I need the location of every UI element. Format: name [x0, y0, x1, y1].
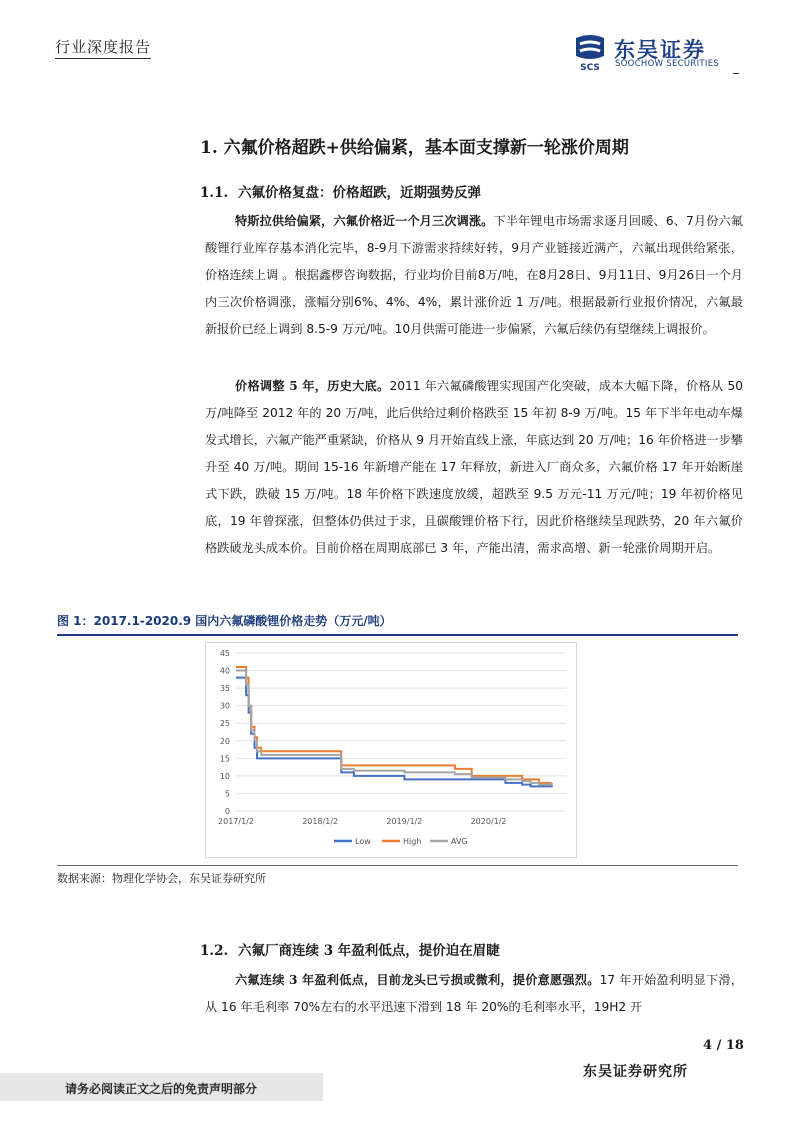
header-underline [55, 58, 151, 59]
section-1-title: 1. 六氟价格超跌+供给偏紧，基本面支撑新一轮涨价周期 [200, 138, 629, 158]
paragraph-2 [205, 373, 743, 562]
legend-label-low: Low [355, 837, 371, 846]
y-tick-label: 15 [219, 754, 230, 764]
figure-1-title: 图 1：2017.1-2020.9 国内六氟磷酸锂价格走势（万元/吨） [57, 614, 392, 628]
x-tick-label: 2019/1/2 [386, 817, 423, 826]
y-tick-label: 40 [219, 666, 230, 676]
paragraph-3 [205, 967, 743, 1021]
y-tick-label: 0 [224, 807, 230, 816]
logo-cn-text: 东吴证券 [614, 38, 706, 62]
legend-label-high: High [403, 837, 422, 846]
paragraph-1 [205, 208, 743, 343]
y-tick-label: 45 [219, 649, 230, 658]
company-logo [570, 34, 740, 72]
paragraph-3-lead: 六氟连续 3 年盈利低点，目前龙头已亏损或微利，提价意愿强烈。 [235, 973, 600, 987]
footer-disclaimer: 请务必阅读正文之后的免责声明部分 [65, 1082, 258, 1096]
section-1-2-title: 六氟厂商连续 3 年盈利低点，提价迫在眉睫 [238, 943, 500, 959]
x-tick-label: 2020/1/2 [470, 817, 507, 826]
paragraph-1-body: 下半年锂电市场需求逐月回暖、6、7月份六氟酸锂行业库存基本消化完毕，8-9月下游需求持续好转，9月产业链接近满产，六氟出现供给紧张，价格连续上调 。根据鑫椤咨询数据，行业均价目前8万/吨，在8月28日、9月11日、9月26日一个月内三次价格调涨，涨幅分别6%、4%、4%，累计涨价近 1 万/吨。根据最新行业报价情况，六氟最新报价已经上调到 8.5-9 万元/吨。10月供需可能进一步偏紧，六氟后续仍有望继续上调报价。 [205, 214, 744, 336]
paragraph-1-lead: 特斯拉供给偏紧，六氟价格近一个月三次调涨。 [235, 214, 494, 228]
y-tick-label: 10 [219, 771, 230, 781]
figure-source: 数据来源：物理化学协会，东吴证券研究所 [57, 872, 266, 885]
report-type: 行业深度报告 [55, 38, 152, 56]
x-tick-label: 2018/1/2 [302, 817, 339, 826]
y-tick-label: 5 [224, 789, 230, 799]
section-1-1-title: 六氟价格复盘：价格超跌，近期强势反弹 [238, 185, 481, 201]
y-tick-label: 20 [219, 736, 230, 746]
logo-en-text: SOOCHOW SECURITIES [615, 59, 720, 69]
logo-mark-text: SCS [580, 63, 600, 72]
paragraph-3-body: 17 年开始盈利明显下滑，从 16 年毛利率 70%左右的水平迅速下滑到 18 年 20%的毛利率水平，19H2 开 [205, 973, 743, 1014]
legend-label-avg: AVG [451, 837, 468, 846]
paragraph-2-lead: 价格调整 5 年，历史大底。 [235, 379, 390, 393]
section-1-2-heading [200, 939, 500, 959]
section-1-1-heading [200, 181, 481, 201]
figure-top-rule [57, 634, 738, 636]
page-number: 4 / 18 [703, 1038, 744, 1053]
x-tick-label: 2017/1/2 [218, 817, 254, 826]
y-tick-label: 25 [219, 719, 230, 729]
footer-institute: 东吴证券研究所 [583, 1064, 688, 1080]
y-tick-label: 35 [219, 684, 230, 694]
price-chart-svg [206, 643, 576, 857]
y-tick-label: 30 [219, 701, 230, 711]
header-dash [733, 73, 739, 74]
section-1-1-number: 1.1. [200, 185, 229, 201]
section-1-2-number: 1.2. [200, 943, 229, 959]
series-line-high [236, 667, 552, 783]
logo-mark-icon [570, 34, 610, 72]
paragraph-2-body: 2011 年六氟磷酸锂实现国产化突破，成本大幅下降，价格从 50 万/吨降至 2012 年的 20 万/吨，此后供给过剩价格跌至 15 年初 8-9 万/吨。15 年下半年电动车爆发式增长，六氟产能严重紧缺，价格从 9 月开始直线上涨，年底达到 20 万/吨；16 年价格进一步攀升至 40 万/吨。期间 15-16 年新增产能在 17 年释放，新进入厂商众多，六氟价格 17 年开始断崖式下跌，跌破 15 万/吨。18 年价格下跌速度放缓，超跌至 9.5 万元-11 万元/吨；19 年初价格见底，19 年曾探涨，但整体仍供过于求，且碳酸锂价格下行，因此价格继续呈现跌势，20 年六氟价格跌破龙头成本价。目前价格在周期底部已 3 年，产能出清，需求高增、新一轮涨价周期开启。 [205, 379, 744, 555]
figure-bottom-rule [57, 865, 738, 866]
price-chart [205, 642, 577, 858]
